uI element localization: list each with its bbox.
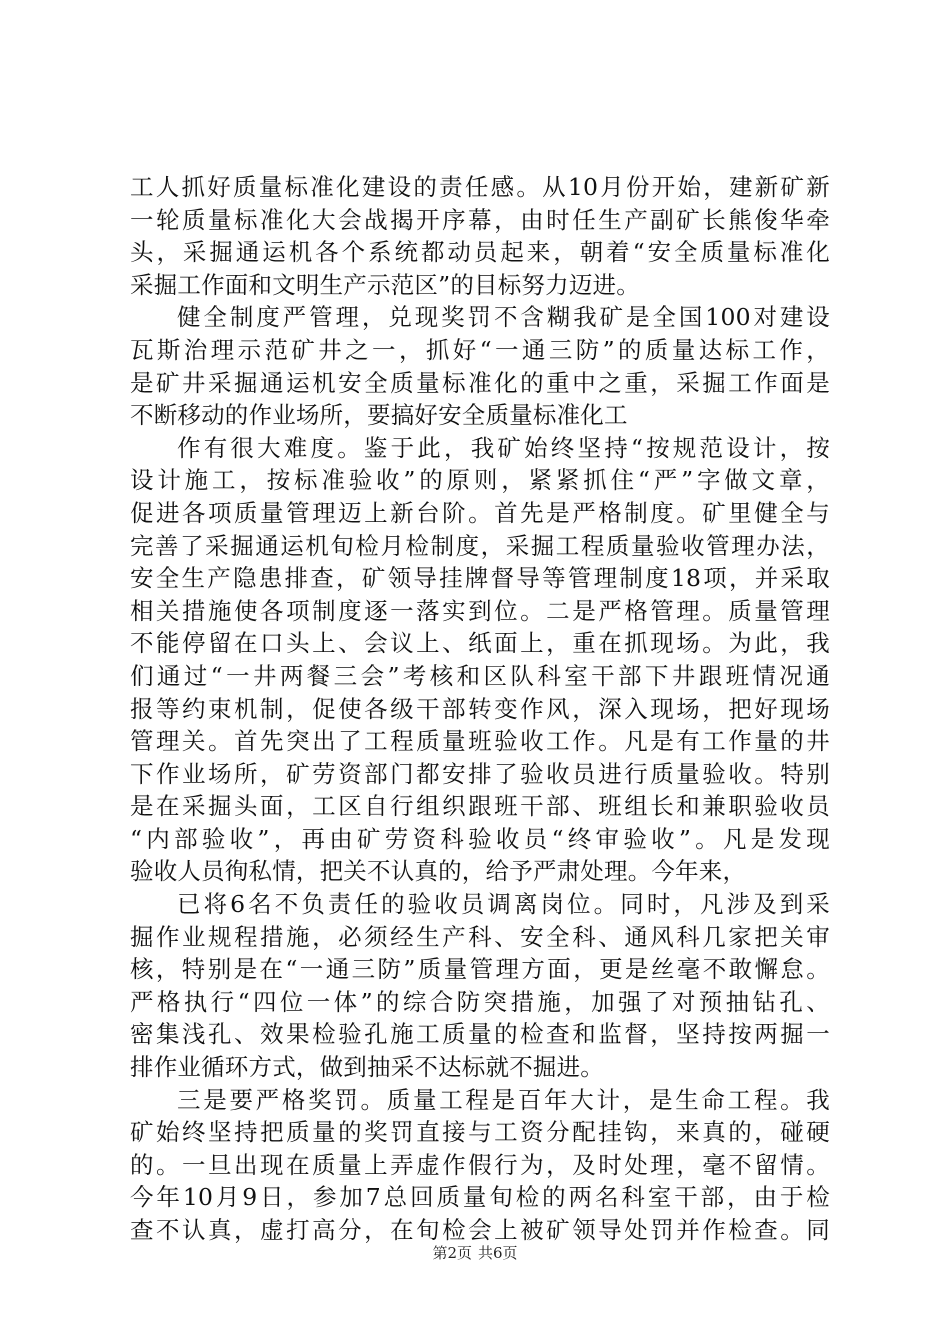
text-line: 报等约束机制，促使各级干部转变作风，深入现场，把好现场 [130,694,830,723]
text-line: 安全生产隐患排查，矿领导挂牌督导等管理制度18项，并采取 [130,564,830,593]
text-line: 验收人员徇私情，把关不认真的，给予严肃处理。今年来， [130,857,747,886]
text-line: 下作业场所，矿劳资部门都安排了验收员进行质量验收。特别 [130,759,830,788]
text-line: 已将6名不负责任的验收员调离岗位。同时，凡涉及到采 [177,890,830,919]
text-line: 工人抓好质量标准化建设的责任感。从10月份开始，建新矿新 [130,173,830,201]
text-line: 密集浅孔、效果检验孔施工质量的检查和监督，坚持按两掘一 [130,1020,830,1049]
text-line: 掘作业规程措施，必须经生产科、安全科、通风科几家把关审 [130,922,830,951]
page-number: 第2页 [432,1244,472,1262]
text-line: 是矿井采掘通运机安全质量标准化的重中之重，采掘工作面是 [130,368,830,397]
text-line: 作有很大难度。鉴于此，我矿始终坚持“按规范设计，按 [177,433,830,462]
text-line: 严格执行“四位一体”的综合防突措施，加强了对预抽钻孔、 [130,987,830,1016]
text-line: 查不认真，虚打高分，在旬检会上被矿领导处罚并作检查。同 [130,1216,830,1244]
text-line: 今年10月9日，参加7总回质量旬检的两名科室干部，由于检 [130,1183,830,1212]
text-line: 头，采掘通运机各个系统都动员起来，朝着“安全质量标准化 [130,238,830,267]
text-line: 一轮质量标准化大会战揭开序幕，由时任生产副矿长熊俊华牵 [130,205,830,234]
text-line: 设计施工，按标准验收”的原则，紧紧抓住“严”字做文章， [130,466,830,495]
text-line: 矿始终坚持把质量的奖罚直接与工资分配挂钩，来真的，碰硬 [130,1118,830,1147]
text-line: 促进各项质量管理迈上新台阶。首先是严格制度。矿里健全与 [130,498,830,527]
text-line: 的。一旦出现在质量上弄虚作假行为，及时处理，毫不留情。 [130,1150,830,1179]
text-line: 是在采掘头面，工区自行组织跟班干部、班组长和兼职验收员 [130,792,830,821]
text-line: 不能停留在口头上、会议上、纸面上，重在抓现场。为此，我 [130,629,830,658]
text-line: 采掘工作面和文明生产示范区”的目标努力迈进。 [130,270,640,299]
text-line: 三是要严格奖罚。质量工程是百年大计，是生命工程。我 [177,1085,830,1114]
text-line: 健全制度严管理，兑现奖罚不含糊我矿是全国100对建设 [177,303,830,332]
page-total: 共6页 [478,1244,518,1262]
text-line: 相关措施使各项制度逐一落实到位。二是严格管理。质量管理 [130,596,830,625]
text-line: 核，特别是在“一通三防”质量管理方面，更是丝毫不敢懈怠。 [130,955,830,984]
text-line: 不断移动的作业场所，要搞好安全质量标准化工 [130,401,628,430]
text-line: 完善了采掘通运机旬检月检制度，采掘工程质量验收管理办法， [130,531,830,560]
page-footer [0,1243,950,1263]
text-line: 管理关。首先突出了工程质量班验收工作。凡是有工作量的井 [130,727,830,756]
text-line: 瓦斯治理示范矿井之一，抓好“一通三防”的质量达标工作， [130,335,830,364]
text-line: “内部验收”，再由矿劳资科验收员“终审验收”。凡是发现 [130,824,830,853]
text-line: 们通过“一井两餐三会”考核和区队科室干部下井跟班情况通 [130,661,830,690]
text-line: 排作业循环方式，做到抽采不达标就不掘进。 [130,1053,604,1082]
document-body [130,171,830,1247]
